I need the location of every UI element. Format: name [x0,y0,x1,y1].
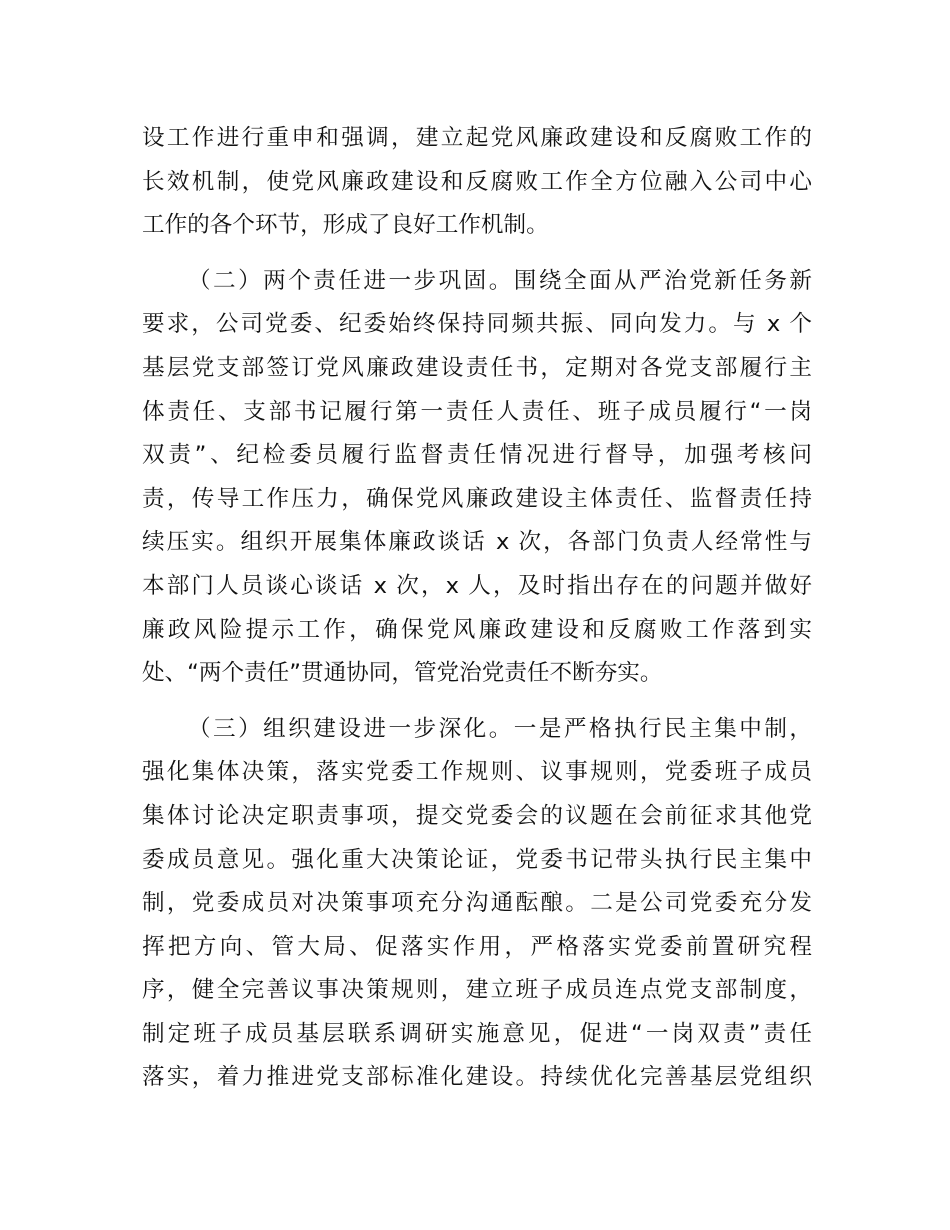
text-line: 体责任、支部书记履行第一责任人责任、班子成员履行“一岗 [142,398,812,425]
text-line: 廉政风险提示工作，确保党风廉政建设和反腐败工作落到实 [142,616,812,643]
text-line: （二）两个责任进一步巩固。围绕全面从严治党新任务新 [188,267,812,294]
text-line: 续压实。组织开展集体廉政谈话 x 次，各部门负责人经常性与 [142,529,812,556]
text-line: 工作的各个环节，形成了良好工作机制。 [142,212,549,239]
document-page [142,117,812,1100]
text-line: 集体讨论决定职责事项，提交党委会的议题在会前征求其他党 [142,802,812,829]
text-line: 要求，公司党委、纪委始终保持同频共振、同向发力。与 x 个 [142,311,812,338]
paragraph-1 [142,117,812,248]
text-line: 长效机制，使党风廉政建设和反腐败工作全方位融入公司中心 [142,168,812,195]
text-line: 强化集体决策，落实党委工作规则、议事规则，党委班子成员 [142,759,812,786]
text-line: 基层党支部签订党风廉政建设责任书，定期对各党支部履行主 [142,354,812,381]
paragraph-gap [142,696,812,708]
text-line: 落实，着力推进党支部标准化建设。持续优化完善基层党组织 [142,1064,812,1091]
text-line: 制，党委成员对决策事项充分沟通酝酿。二是公司党委充分发 [142,890,812,917]
text-line: （三）组织建设进一步深化。一是严格执行民主集中制， [188,715,812,742]
text-line: 序，健全完善议事决策规则，建立班子成员连点党支部制度， [142,977,812,1004]
paragraph-gap [142,248,812,260]
text-line: 委成员意见。强化重大决策论证，党委书记带头执行民主集中 [142,846,812,873]
text-line: 处、“两个责任”贯通协同，管党治党责任不断夯实。 [142,660,663,687]
text-line: 挥把方向、管大局、促落实作用，严格落实党委前置研究程 [142,933,812,960]
text-line: 制定班子成员基层联系调研实施意见，促进“一岗双责”责任 [142,1020,812,1047]
text-line: 责，传导工作压力，确保党风廉政建设主体责任、监督责任持 [142,485,812,512]
text-line: 设工作进行重申和强调，建立起党风廉政建设和反腐败工作的 [142,125,812,151]
text-line: 双责”、纪检委员履行监督责任情况进行督导，加强考核问 [142,442,812,469]
paragraph-3 [142,708,812,1100]
paragraph-2 [142,260,812,696]
text-line: 本部门人员谈心谈话 x 次，x 人，及时指出存在的问题并做好 [142,572,812,599]
